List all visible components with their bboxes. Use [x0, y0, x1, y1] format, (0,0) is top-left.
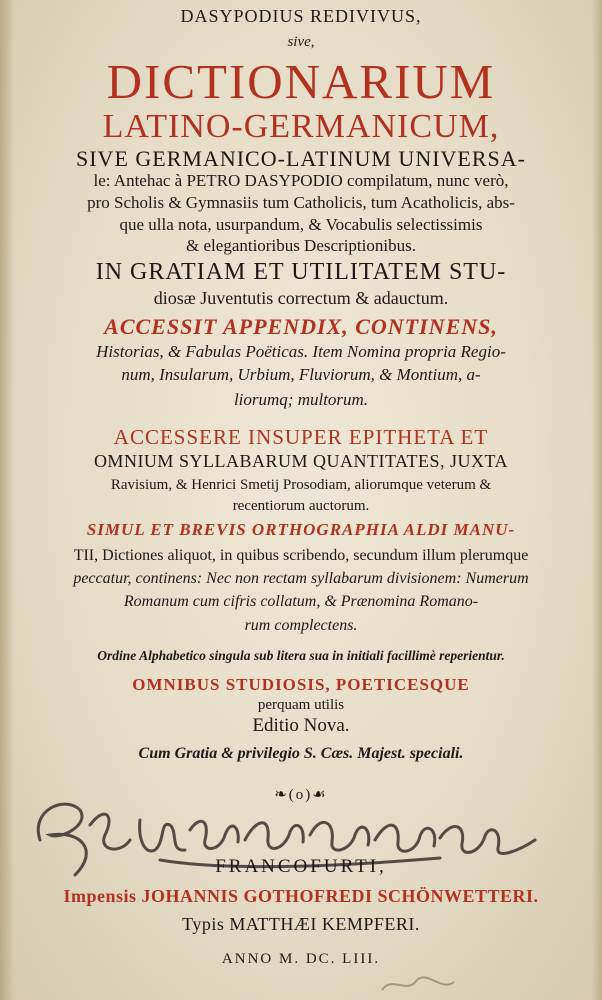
title-line: Historias, & Fabulas Poëticas. Item Nomina propria Regio- [96, 342, 506, 361]
title-line: Ravisium, & Henrici Smetij Prosodiam, aliorumque veterum & [110, 477, 492, 493]
title-line: pro Scholis & Gymnasiis tum Catholicis, tum Acatholicis, abs- [87, 193, 515, 212]
imprint-place: FRANCOFURTI, [215, 856, 387, 877]
title-line: diosæ Juventutis correctum & adauctum. [153, 288, 449, 308]
printer-ornament: ❧(o)☙ [274, 787, 328, 803]
series-title: DASYPODIUS REDIVIVUS, [180, 6, 422, 26]
title-connector: sive, [287, 34, 315, 50]
title-line: IN GRATIAM ET UTILITATEM STU- [95, 259, 507, 285]
title-line: Ordine Alphabetico singula sub litera sua in initiali facillimè reperientur. [97, 648, 505, 663]
appendix-heading: ACCESSIT APPENDIX, CONTINENS, [104, 314, 498, 339]
imprint-date: ANNO M. DC. LIII. [221, 951, 381, 967]
main-title: DICTIONARIUM [106, 54, 496, 109]
title-line: rum complectens. [244, 617, 358, 634]
title-line: num, Insularum, Urbium, Fluviorum, & Montium, a- [121, 365, 481, 384]
title-line: perquam utilis [257, 697, 345, 713]
dedication-line: OMNIBUS STUDIOSIS, POETICESQUE [132, 675, 470, 694]
imprint-publisher: Impensis JOHANNIS GOTHOFREDI SCHÖNWETTERI. [63, 886, 539, 906]
title-line: le: Antehac à PETRO DASYPODIO compilatum, nunc verò, [93, 171, 509, 190]
ink-stain [372, 970, 462, 1000]
title-line: que ulla nota, usurpandum, & Vocabulis selectissimis [119, 215, 483, 234]
title-line: SIVE GERMANICO-LATINUM UNIVERSA- [76, 146, 526, 171]
title-line: peccatur, continens: Nec non rectam syllabarum divisionem: Numerum [73, 570, 529, 587]
title-line: Romanum cum cifris collatum, & Prænomina Romano- [123, 593, 479, 610]
privilege-line: Cum Gratia & privilegio S. Cæs. Majest. speciali. [138, 745, 464, 762]
title-line: TII, Dictiones aliquot, in quibus scribendo, secundum illum plerumque [73, 547, 529, 564]
title-line: liorumq; multorum. [233, 390, 369, 409]
orthographia-heading: SIMUL ET BREVIS ORTHOGRAPHIA ALDI MANU- [86, 520, 516, 539]
title-line: OMNIUM SYLLABARUM QUANTITATES, JUXTA [93, 451, 509, 471]
title-line: & elegantioribus Descriptionibus. [186, 236, 416, 255]
imprint-printer: Typis MATTHÆI KEMPFERI. [182, 914, 420, 934]
epitheta-heading: ACCESSERE INSUPER EPITHETA ET [113, 425, 489, 449]
edition-line: Editio Nova. [252, 715, 350, 736]
title-line: recentiorum auctorum. [232, 498, 370, 514]
main-subtitle: LATINO-GERMANICUM, [102, 108, 500, 145]
